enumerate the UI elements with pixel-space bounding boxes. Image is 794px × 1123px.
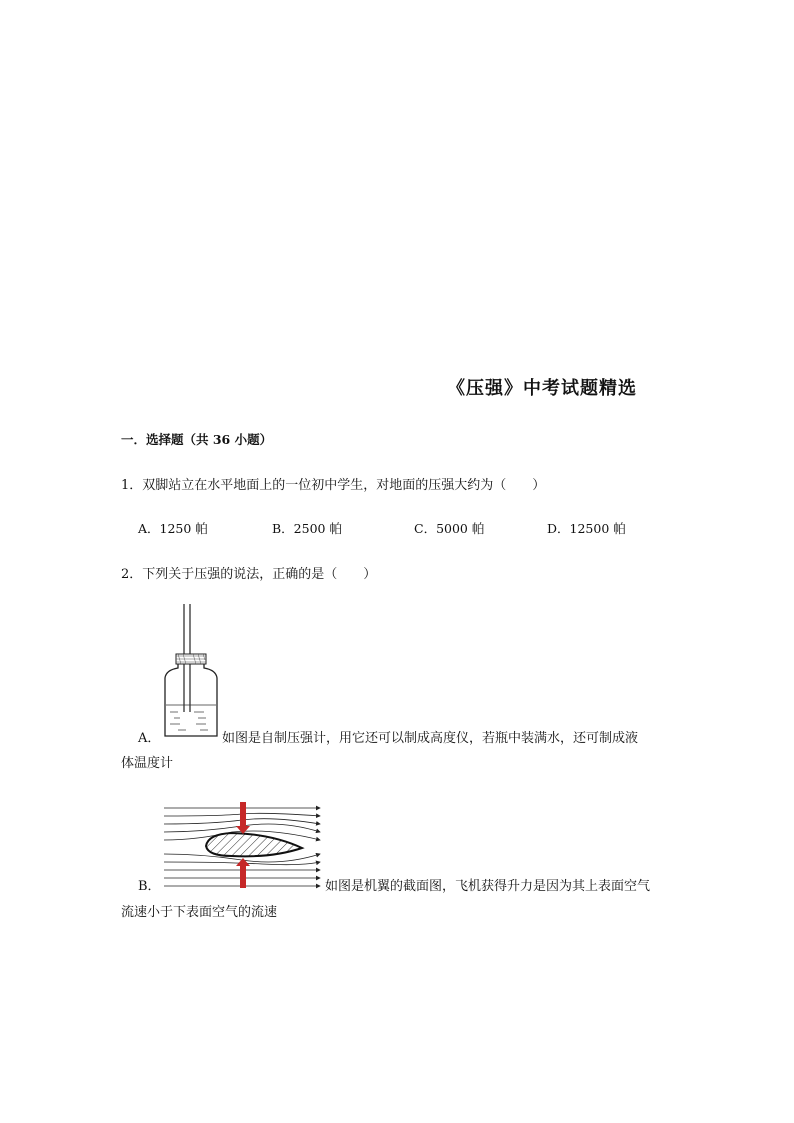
option-a-text-line2: 体温度计 bbox=[121, 756, 174, 771]
option-a-text-line1: 如图是自制压强计，用它还可以制成高度仪，若瓶中装满水，还可制成液 bbox=[222, 731, 639, 746]
option-b-text-line2: 流速小于下表面空气的流速 bbox=[121, 905, 278, 920]
option-b-text-line1: 如图是机翼的截面图，飞机获得升力是因为其上表面空气 bbox=[325, 879, 651, 894]
wing-cross-section-figure bbox=[162, 798, 324, 890]
option-a-label: A． bbox=[138, 731, 161, 746]
page-title: 《压强》中考试题精选 bbox=[447, 378, 637, 399]
question-1-option-d: D．12500 帕 bbox=[547, 521, 626, 536]
question-1-option-b: B．2500 帕 bbox=[272, 521, 342, 536]
pressure-gauge-bottle-figure bbox=[160, 602, 222, 742]
question-1-option-c: C．5000 帕 bbox=[414, 521, 485, 536]
option-b-label: B． bbox=[138, 879, 161, 894]
question-1-option-a: A．1250 帕 bbox=[138, 521, 208, 536]
section-heading: 一．选择题（共 36 小题） bbox=[121, 432, 273, 447]
question-2-stem: 2．下列关于压强的说法，正确的是（ ） bbox=[121, 567, 377, 582]
question-1-stem: 1．双脚站立在水平地面上的一位初中学生，对地面的压强大约为（ ） bbox=[121, 478, 546, 493]
